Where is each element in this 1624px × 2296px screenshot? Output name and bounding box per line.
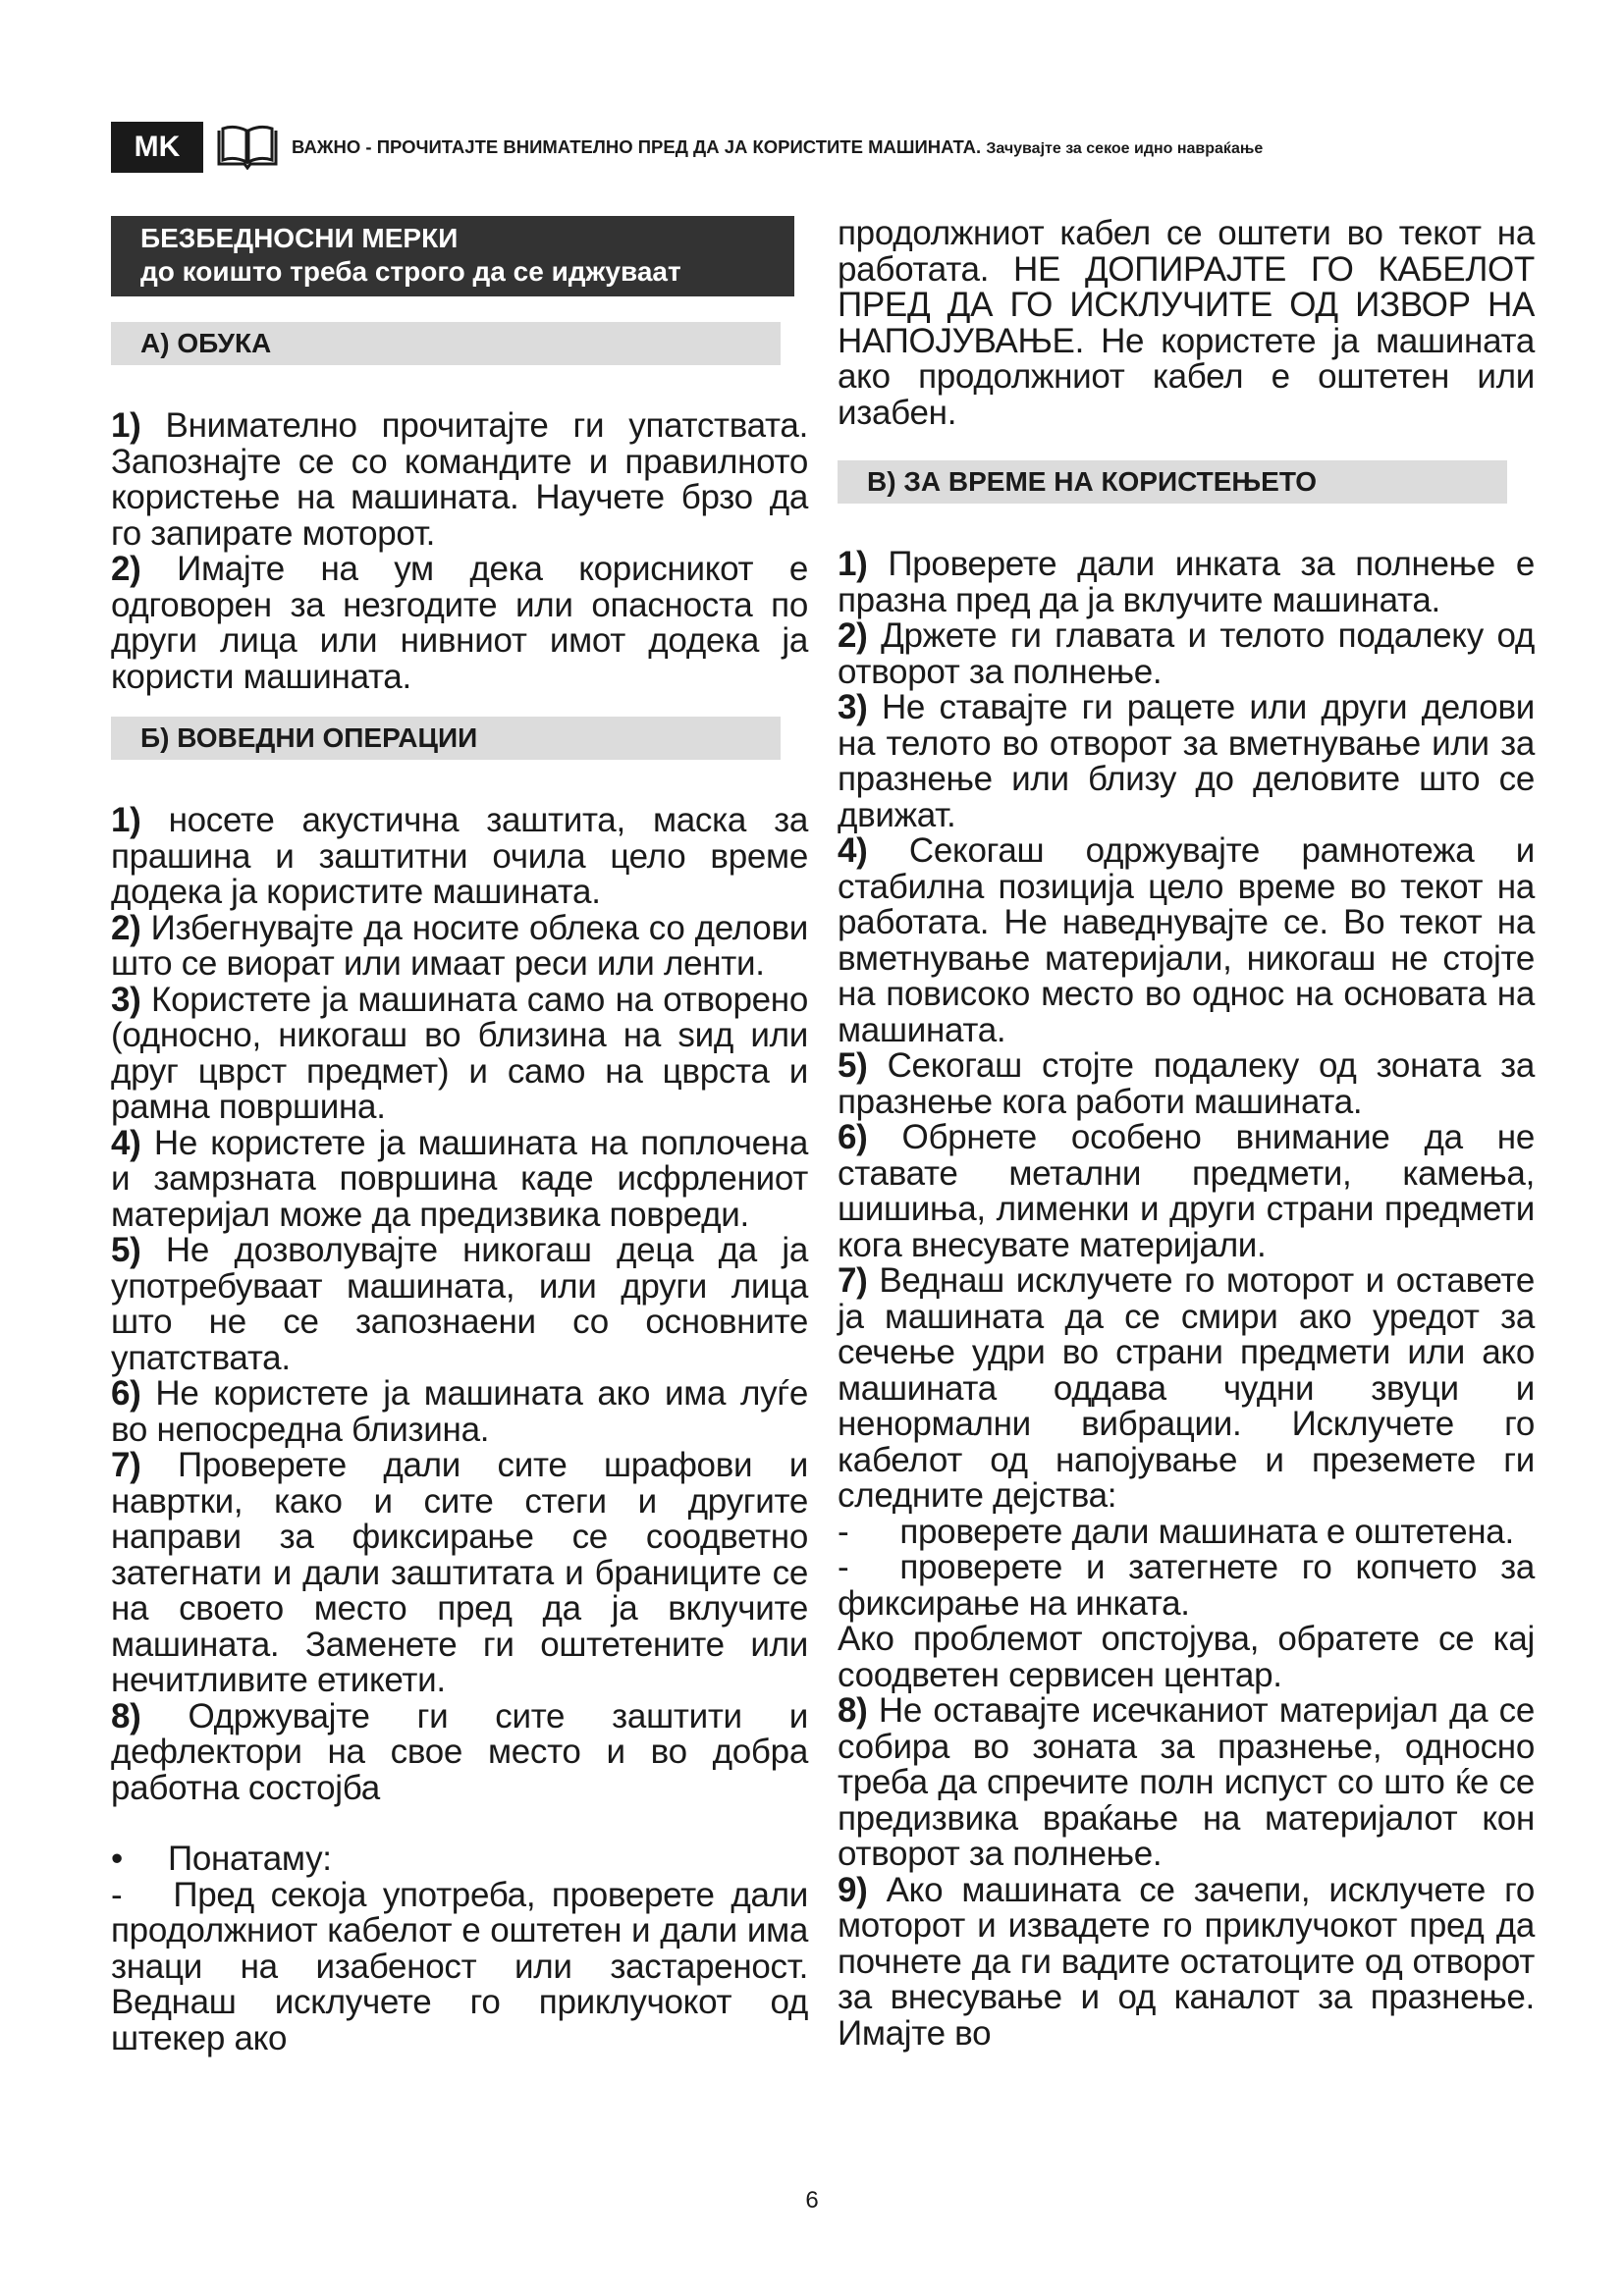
book-icon: [213, 125, 282, 170]
list-item: 9) Ако машината се зачепи, исклучете го моторот и извадете го приклучокот пред да почнете да ги вадите остатоците од отворот за внесување и од каналот за празнење. Имајте во: [838, 1870, 1535, 2053]
list-item: 1) Проверете дали инката за полнење е празна пред да ја вклучите машината.: [838, 545, 1535, 619]
left-column: [111, 216, 808, 2056]
list-item: 7) Проверете дали сите шрафови и навртки, како и сите стеги и другите направи за фиксирање се соодветно затегнати и дали заштитата и браниците се на своето место пред да ја вклучите машината. Заменете ги оштетените или нечитливите етикети.: [111, 1446, 808, 1699]
list-item: 6) Не користете ја машината ако има луѓе во непосредна близина.: [111, 1374, 808, 1449]
list-item: 6) Обрнете особено внимание да не ставате метални предмети, камења, шишиња, лименки и други страни предмети кога внесувате материјали.: [838, 1118, 1535, 1264]
action-item: - проверете дали машината е оштетена.: [838, 1512, 1514, 1551]
section-during-use: В) ЗА ВРЕМЕ НА КОРИСТЕЊЕТО: [838, 460, 1507, 504]
language-badge: MK: [111, 122, 203, 173]
page-header: [111, 122, 1263, 173]
list-item: 1) Внимателно прочитајте ги упатствата. Запознајте се со командите и правилното користење на машината. Научете брзо да го запирате моторот.: [111, 406, 808, 553]
list-item: 8) Не оставајте исечканиот материјал да се собира во зоната за празнење, односно треба да спречите полн испуст со што ќе се предизвика враќање на материјалот кон отворот за полнење.: [838, 1691, 1535, 1873]
list-item: 4) Не користете ја машината на поплочена и замрзната површина каде исфрлениот материјал може да предизвика повреди.: [111, 1123, 808, 1234]
list-item: 3) Користете ја машината само на отворено (односно, никогаш во близина на ѕид или друг цврст предмет) и само на цврста и рамна површина.: [111, 980, 808, 1126]
furthermore-label: • Понатаму:: [111, 1840, 332, 1878]
safety-title: [111, 216, 794, 296]
header-warning: [292, 136, 1263, 158]
right-column: [838, 216, 1535, 2052]
list-item: 2) Имајте на ум дека корисникот е одговорен за незгодите или опасноста по други лица или нивниот имот додека ја користи машината.: [111, 550, 808, 696]
header-keep-note: Зачувајте за секое идно навраќање: [986, 140, 1264, 157]
list-item: 8) Одржувајте ги сите заштити и дефлектори на свое место и во добра работна состојба: [111, 1696, 808, 1807]
header-warning-text: ВАЖНО - ПРОЧИТАЈТЕ ВНИМАТЕЛНО ПРЕД ДА ЈА КОРИСТИТЕ МАШИНАТА.: [292, 136, 982, 157]
extension-cable-note: продолжниот кабел се оштети во текот на работата. НЕ ДОПИРАЈТЕ ГО КАБЕЛОТ ПРЕД ДА ГО ИСКЛУЧИТЕ ОД ИЗВОР НА НАПОЈУВАЊЕ. Не користете ја машината ако продолжниот кабел е оштетен или изабен.: [838, 214, 1535, 432]
list-item: 5) Не дозволувајте никогаш деца да ја употребуваат машината, или други лица што не се запознаени со основните упатствата.: [111, 1231, 808, 1377]
furthermore-text: - Пред секоја употреба, проверете дали продолжниот кабелот е оштетен и дали има знаци на изабеност или застареност. Веднаш исклучете го приклучокот од штекер ако: [111, 1875, 808, 2057]
service-note: Ако проблемот опстојува, обратете се кај соодветен сервисен центар.: [838, 1620, 1535, 1694]
list-item: 4) Секогаш одржувајте рамнотежа и стабилна позиција цело време во текот на работата. Не наведнувајте се. Во текот на вметнување материјали, никогаш не стојте на повисоко место во однос на основата на машината.: [838, 831, 1535, 1049]
safety-title-line2: до коишто треба строго да се иджуваат: [140, 256, 681, 287]
list-item: 2) Избегнувајте да носите облека со делови што се виорат или имаат реси или ленти.: [111, 908, 808, 983]
list-item: 3) Не ставајте ги рацете или други делови на телото во отворот за вметнување или за празнење или близу до деловите што се движат.: [838, 688, 1535, 834]
action-item: - проверете и затегнете го копчето за фиксирање на инката.: [838, 1548, 1535, 1623]
list-item: 2) Држете ги главата и телото подалеку од отворот за полнење.: [838, 616, 1535, 691]
safety-title-line1: БЕЗБЕДНОСНИ МЕРКИ: [140, 223, 459, 253]
list-item: 1) носете акустична заштита, маска за прашина и заштитни очила цело време додека ја користите машината.: [111, 801, 808, 911]
list-item: 5) Секогаш стојте подалеку од зоната за празнење кога работи машината.: [838, 1046, 1535, 1121]
section-training: А) ОБУКА: [111, 322, 781, 365]
page-number: 6: [805, 2187, 819, 2214]
list-item: 7) Веднаш исклучете го моторот и оставете ја машината да се смири ако уредот за сечење удри во страни предмети или ако машината оддава чудни звуци и ненормални вибрации. Исклучете го кабелот од напојување и преземете ги следните дејства:: [838, 1261, 1535, 1515]
section-preliminary: Б) ВОВЕДНИ ОПЕРАЦИИ: [111, 717, 781, 760]
